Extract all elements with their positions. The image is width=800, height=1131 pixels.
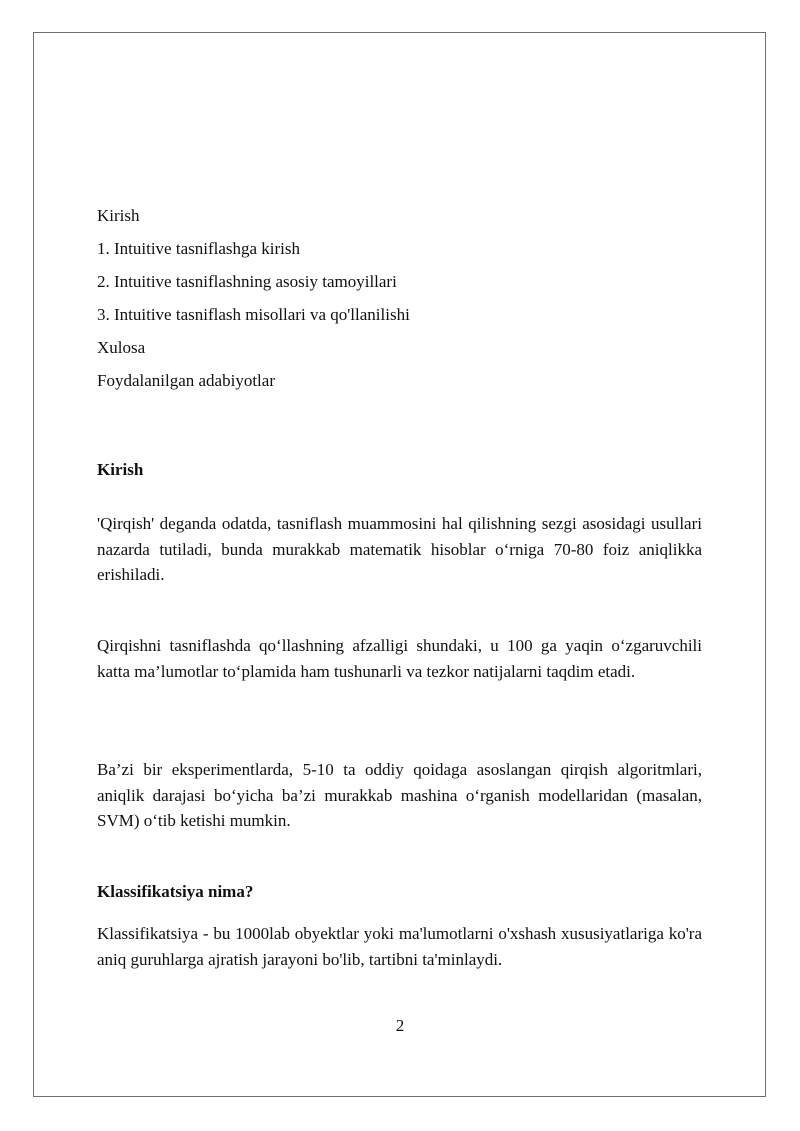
table-of-contents xyxy=(97,199,707,397)
kirish-paragraph-3: Ba’zi bir eksperimentlarda, 5-10 ta oddiy qoidaga asoslangan qirqish algoritmlari, aniqlik darajasi bo‘yicha ba’zi murakkab mashina o‘rganish modellaridan (masalan, SVM) o‘tib ketishi mumkin. xyxy=(97,760,702,830)
toc-item-references: Foydalanilgan adabiyotlar xyxy=(97,371,275,390)
toc-item-chapter-2: 2. Intuitive tasniflashning asosiy tamoyillari xyxy=(97,272,397,291)
kirish-paragraph-2: Qirqishni tasniflashda qo‘llashning afzalligi shundaki, u 100 ga yaqin o‘zgaruvchili katta ma’lumotlar to‘plamida ham tushunarli va tezkor natijalarni taqdim etadi. xyxy=(97,636,702,681)
klassifikatsiya-paragraph: Klassifikatsiya - bu 1000lab obyektlar yoki ma'lumotlarni o'xshash xususiyatlariga ko'ra aniq guruhlarga ajratish jarayoni bo'lib, tartibni ta'minlaydi. xyxy=(97,924,702,969)
section-heading-kirish: Kirish xyxy=(97,460,144,479)
toc-item-conclusion: Xulosa xyxy=(97,338,146,357)
toc-item-chapter-3: 3. Intuitive tasniflash misollari va qo'llanilishi xyxy=(97,305,410,324)
section-heading-klassifikatsiya: Klassifikatsiya nima? xyxy=(97,882,254,901)
page-number: 2 xyxy=(395,1016,405,1035)
kirish-paragraph-1: 'Qirqish' deganda odatda, tasniflash muammosini hal qilishning sezgi asosidagi usullari nazarda tutiladi, bunda murakkab matematik hisoblar o‘rniga 70-80 foiz aniqlikka erishiladi. xyxy=(97,514,702,584)
toc-item-introduction: Kirish xyxy=(97,206,140,225)
toc-item-chapter-1: 1. Intuitive tasniflashga kirish xyxy=(97,239,301,258)
